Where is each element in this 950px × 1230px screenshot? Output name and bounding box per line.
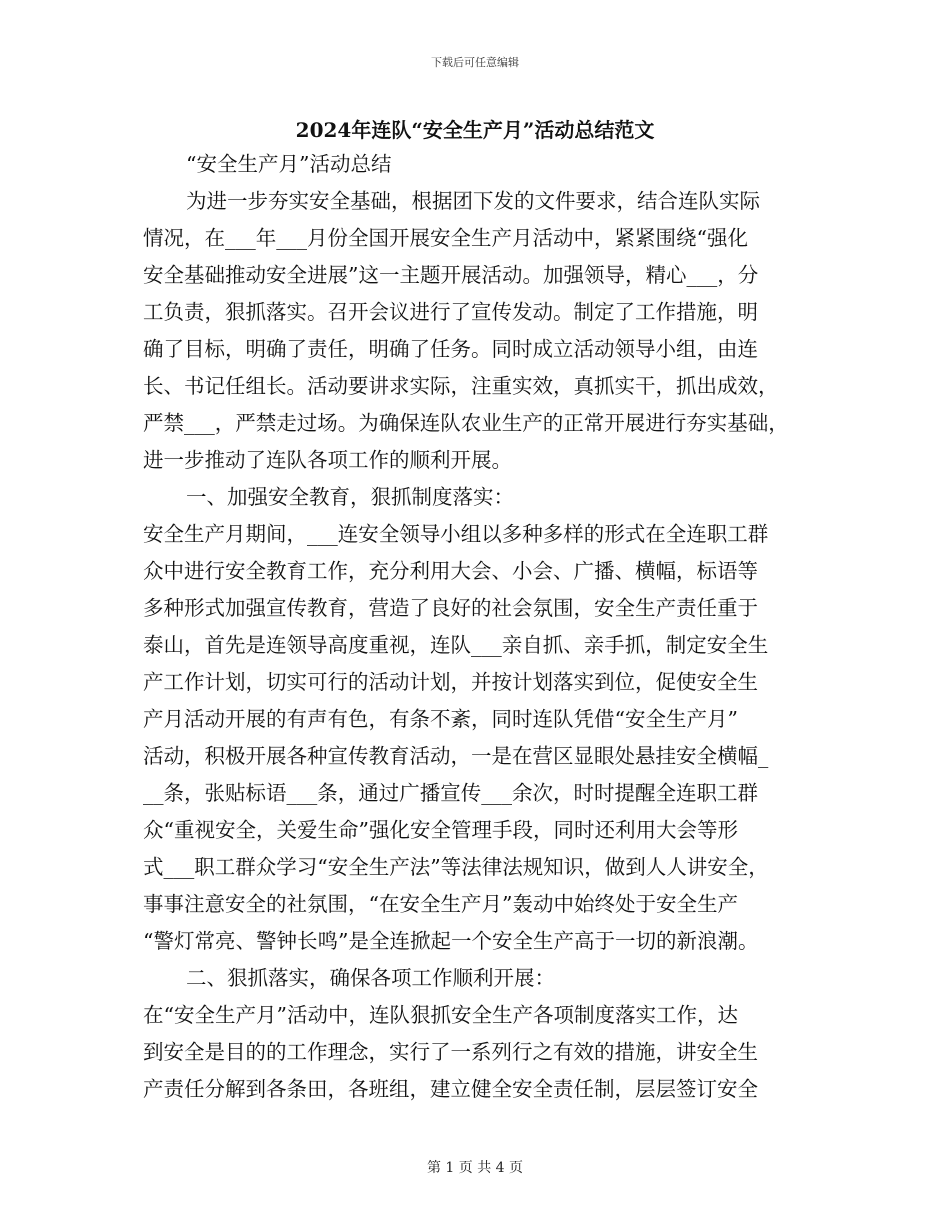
paragraph-line: 产责任分解到各条田，各班组，建立健全安全责任制，层层签订安全 (143, 1077, 758, 1101)
paragraph-line: 安全生产月期间，___连安全领导小组以多种多样的形式在全连职工群 (143, 522, 769, 546)
paragraph-line: 泰山，首先是连领导高度重视，连队___亲自抓、亲手抓，制定安全生 (143, 633, 769, 657)
paragraph-line: 众中进行安全教育工作，充分利用大会、小会、广播、横幅，标语等 (143, 559, 758, 583)
paragraph-line: 产工作计划，切实可行的活动计划，并按计划落实到位，促使安全生 (143, 670, 758, 694)
paragraph-line: 确了目标，明确了责任，明确了任务。同时成立活动领导小组，由连 (143, 337, 758, 361)
paragraph-line: 安全基础推动安全进展”这一主题开展活动。加强领导，精心___，分 (143, 263, 759, 287)
paragraph-line: 情况，在___年___月份全国开展安全生产月活动中，紧紧围绕“强化 (143, 226, 748, 250)
paragraph-line: 多种形式加强宣传教育，营造了良好的社会氛围，安全生产责任重于 (143, 596, 758, 620)
paragraph-line: 长、书记任组长。活动要讲求实际，注重实效，真抓实干，抓出成效， (143, 374, 779, 398)
paragraph-line: 进一步推动了连队各项工作的顺利开展。 (143, 448, 512, 472)
section-heading: 二、狠抓落实，确保各项工作顺利开展： (186, 966, 555, 990)
paragraph-line: 工负责，狠抓落实。召开会议进行了宣传发动。制定了工作措施，明 (143, 300, 758, 324)
paragraph-line: 到安全是目的的工作理念，实行了一系列行之有效的措施，讲安全生 (143, 1040, 758, 1064)
page-header: 下载后可任意编辑 (431, 56, 519, 69)
paragraph-line: 活动，积极开展各种宣传教育活动，一是在营区显眼处悬挂安全横幅_ (143, 744, 769, 768)
paragraph-line: 事事注意安全的社氛围，“在安全生产月”轰动中始终处于安全生产 (143, 892, 738, 916)
section-heading: 一、加强安全教育，狠抓制度落实： (186, 485, 514, 509)
paragraph-line: 在“安全生产月”活动中，连队狠抓安全生产各项制度落实工作，达 (143, 1003, 738, 1027)
paragraph-line: 严禁___，严禁走过场。为确保连队农业生产的正常开展进行夯实基础， (143, 411, 789, 435)
paragraph-line: __条，张贴标语___条，通过广播宣传___余次，时时提醒全连职工群 (143, 781, 758, 805)
paragraph-line: 众“重视安全，关爱生命”强化安全管理手段，同时还利用大会等形 (143, 818, 738, 842)
paragraph-line: “警灯常亮、警钟长鸣”是全连掀起一个安全生产高于一切的新浪潮。 (143, 929, 759, 953)
page-footer: 第 1 页 共 4 页 (426, 1160, 524, 1176)
document-title: 2024年连队“安全生产月”活动总结范文 (295, 118, 655, 142)
paragraph-line: 式___职工群众学习“安全生产法”等法律法规知识，做到人人讲安全， (143, 855, 769, 879)
paragraph-line: 为进一步夯实安全基础，根据团下发的文件要求，结合连队实际 (186, 189, 760, 213)
paragraph-line: 产月活动开展的有声有色，有条不紊，同时连队凭借“安全生产月” (143, 707, 738, 731)
subtitle-line: “安全生产月”活动总结 (186, 152, 392, 176)
